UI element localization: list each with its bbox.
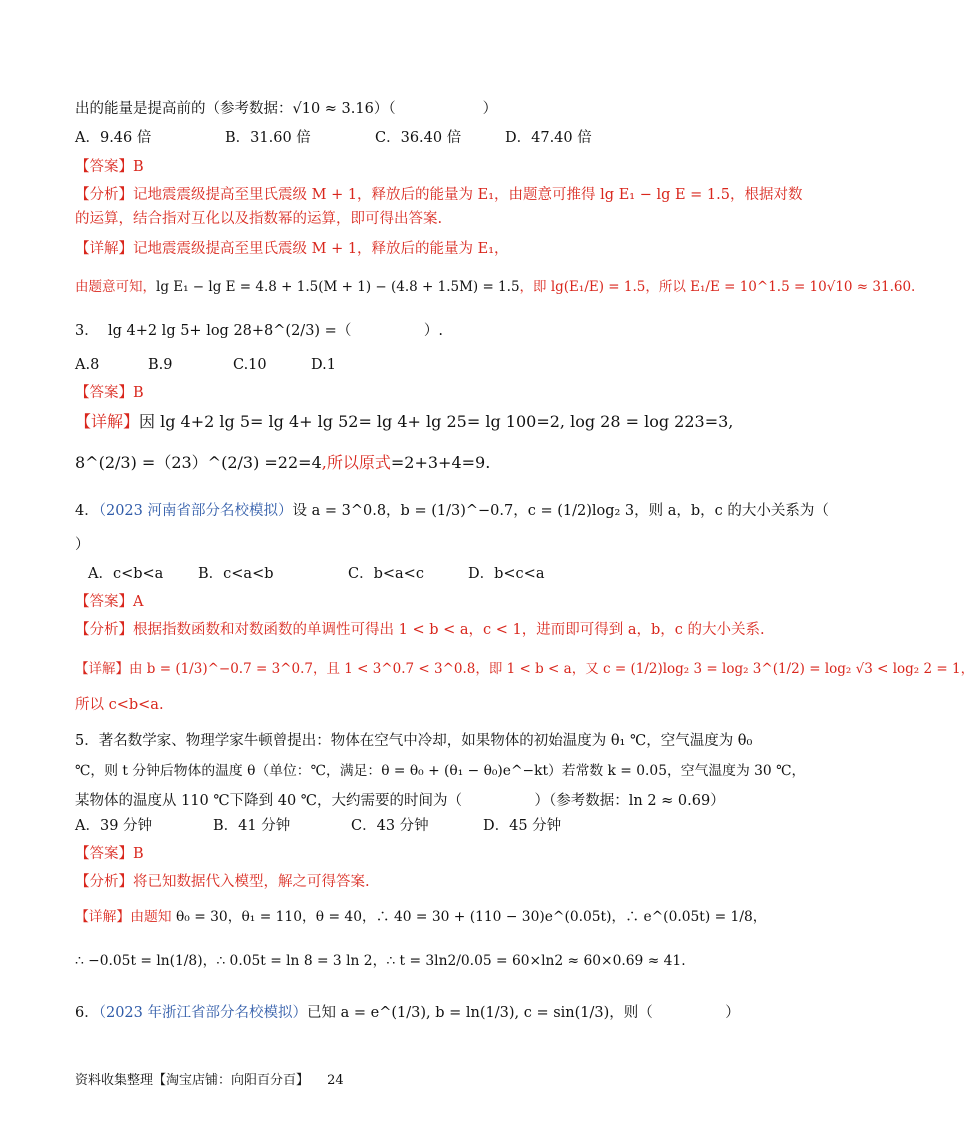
q3-options (75, 354, 760, 376)
q5-detail-line1 (75, 906, 767, 928)
q3-option-c: C.10 (233, 357, 267, 373)
q2-option-c: C．36.40 倍 (375, 130, 462, 146)
q3-detail-line2 (75, 452, 760, 474)
q2-detail-equation: lg E₁ − lg E = 4.8 + 1.5(M + 1) − (4.8 + 1.5M) = 1.5 (156, 279, 520, 295)
q3-detail-text2c: =2+3+4=9. (390, 453, 491, 472)
q4-detail-line1 (75, 658, 974, 680)
q6-stem-text: 已知 a = e^(1/3), b = ln(1/3), c = sin(1/3)，则（ ） (307, 1005, 740, 1021)
q5-stem-line1 (75, 730, 760, 752)
q4-stem-line2 (75, 534, 760, 556)
q3-detail-text2a: 8^(2/3) =（23）^(2/3) =22=4 (75, 453, 322, 472)
page-footer (75, 1072, 344, 1090)
q5-stem-line3 (75, 790, 760, 812)
q3-detail-line1 (75, 411, 760, 433)
q6-number: 6． (75, 1005, 99, 1021)
q6-source: （2023 年浙江省部分名校模拟） (98, 1005, 307, 1021)
answer-label: 【答案】 (75, 594, 133, 610)
answer-label: 【答案】 (75, 846, 133, 862)
q5-option-c: C．43 分钟 (351, 818, 429, 834)
q3-stem (75, 320, 760, 342)
q5-detail-line2 (75, 950, 760, 972)
q4-detail-text-b: 又 c = (1/2)log₂ 3 = log₂ 3^(1/2) = log₂ √3 < log₂ 2 = 1， (585, 661, 974, 677)
q2-detail-text1: 记地震震级提高至里氏震级 M + 1，释放后的能量为 E₁， (133, 241, 509, 257)
q3-answer (75, 382, 760, 404)
q3-option-b: B.9 (148, 357, 173, 373)
q2-option-b: B．31.60 倍 (225, 130, 311, 146)
q2-option-d: D．47.40 倍 (505, 130, 592, 146)
q5-stem-text3: 某物体的温度从 110 ℃下降到 40 ℃，大约需要的时间为（ ）（参考数据：ln 2 ≈ 0.69） (75, 793, 725, 809)
detail-label: 【详解】 (75, 412, 140, 431)
q5-answer (75, 843, 760, 865)
q5-detail-equation2: ∴ −0.05t = ln(1/8)，∴ 0.05t = ln 8 = 3 ln 2，∴ t = 3ln2/0.05 = 60×ln2 ≈ 60×0.69 ≈ 41. (75, 953, 686, 969)
analysis-label: 【分析】 (75, 874, 133, 890)
q2-analysis-line1 (75, 184, 803, 206)
q2-options (75, 127, 760, 149)
q6-stem (75, 1002, 760, 1024)
analysis-label: 【分析】 (75, 622, 133, 638)
q2-detail-line2 (75, 276, 916, 298)
q3-detail-text1: 因 lg 4+2 lg 5= lg 4+ lg 52= lg 4+ lg 25= lg 100=2, log 28 = log 223=3, (139, 412, 734, 431)
q4-detail-line2 (75, 694, 760, 716)
q5-option-d: D．45 分钟 (483, 818, 562, 834)
q4-stem (75, 500, 829, 522)
q4-source: （2023 河南省部分名校模拟） (98, 503, 293, 519)
q3-detail-text2b: ,所以原式 (321, 453, 391, 472)
page-number: 24 (327, 1073, 344, 1088)
answer-value: B (133, 385, 144, 401)
q5-detail-equation1: θ₀ = 30，θ₁ = 110，θ = 40，∴ 40 = 30 + (110 − 30)e^(0.05t)，∴ e^(0.05t) = 1/8， (175, 909, 767, 925)
answer-value: B (133, 846, 144, 862)
q4-options (88, 563, 760, 585)
footer-text: 资料收集整理【淘宝店铺：向阳百分百】 (75, 1073, 310, 1088)
q2-option-a: A．9.46 倍 (75, 130, 152, 146)
q4-option-d: D．b<c<a (468, 566, 545, 582)
q2-answer (75, 156, 760, 178)
q5-detail-text1a: 由题知 (130, 909, 176, 925)
q4-option-c: C．b<a<c (348, 566, 424, 582)
answer-value: B (133, 159, 144, 175)
detail-label: 【详解】 (75, 241, 133, 257)
detail-label: 【详解】 (75, 909, 131, 925)
q4-analysis-text: 根据指数函数和对数函数的单调性可得出 1 < b < a，c < 1，进而即可得到 a，b，c 的大小关系. (133, 622, 765, 638)
q4-detail-text-a: 由 b = (1/3)^−0.7 = 3^0.7，且 1 < 3^0.7 < 3^0.8，即 1 < b < a， (129, 661, 586, 677)
q5-analysis-text: 将已知数据代入模型，解之可得答案. (133, 874, 370, 890)
q4-option-b: B．c<a<b (198, 566, 274, 582)
q2-detail-text2c: ，即 lg(E₁/E) = 1.5，所以 E₁/E = 10^1.5 = 10√10 ≈ 31.60. (519, 279, 916, 295)
answer-label: 【答案】 (75, 385, 133, 401)
q4-stem-close: ） (75, 537, 90, 553)
q4-stem-text: 设 a = 3^0.8，b = (1/3)^−0.7，c = (1/2)log₂ 3，则 a，b，c 的大小关系为（ (292, 503, 829, 519)
q5-stem-text2: ℃，则 t 分钟后物体的温度 θ（单位：℃，满足：θ = θ₀ + (θ₁ − θ₀)e^−kt）若常数 k = 0.05，空气温度为 30 ℃， (75, 763, 806, 779)
q4-option-a: A．c<b<a (88, 566, 164, 582)
q2-analysis-line2 (75, 208, 760, 230)
q3-option-d: D.1 (311, 357, 336, 373)
answer-label: 【答案】 (75, 159, 133, 175)
q3-option-a: A.8 (75, 357, 100, 373)
q2-analysis-text2: 的运算，结合指对互化以及指数幂的运算，即可得出答案. (75, 211, 443, 227)
q2-detail-text2a: 由题意可知， (75, 279, 156, 295)
q5-stem-line2 (75, 760, 806, 782)
q4-analysis (75, 619, 765, 641)
q5-analysis (75, 871, 760, 893)
detail-label: 【详解】 (75, 661, 129, 677)
answer-value: A (133, 594, 144, 610)
analysis-label: 【分析】 (75, 187, 133, 203)
q5-options (75, 815, 760, 837)
q2-stem-continuation (75, 98, 760, 120)
q5-option-b: B．41 分钟 (213, 818, 291, 834)
q2-analysis-text1: 记地震震级提高至里氏震级 M + 1，释放后的能量为 E₁，由题意可推得 lg E₁ − lg E = 1.5，根据对数 (133, 187, 803, 203)
q2-stem-text: 出的能量是提高前的（参考数据：√10 ≈ 3.16）（ ） (75, 101, 498, 117)
q4-answer (75, 591, 760, 613)
q4-number: 4． (75, 503, 99, 519)
q3-stem-text: 3． lg 4+2 lg 5+ log 28+8^(2/3) =（ ）. (75, 323, 443, 339)
q4-detail-text2: 所以 c<b<a. (75, 697, 164, 713)
q5-stem-text1: 5．著名数学家、物理学家牛顿曾提出：物体在空气中冷却，如果物体的初始温度为 θ₁ ℃，空气温度为 θ₀ (75, 733, 753, 749)
q5-option-a: A．39 分钟 (75, 818, 153, 834)
q2-detail-line1 (75, 238, 760, 260)
